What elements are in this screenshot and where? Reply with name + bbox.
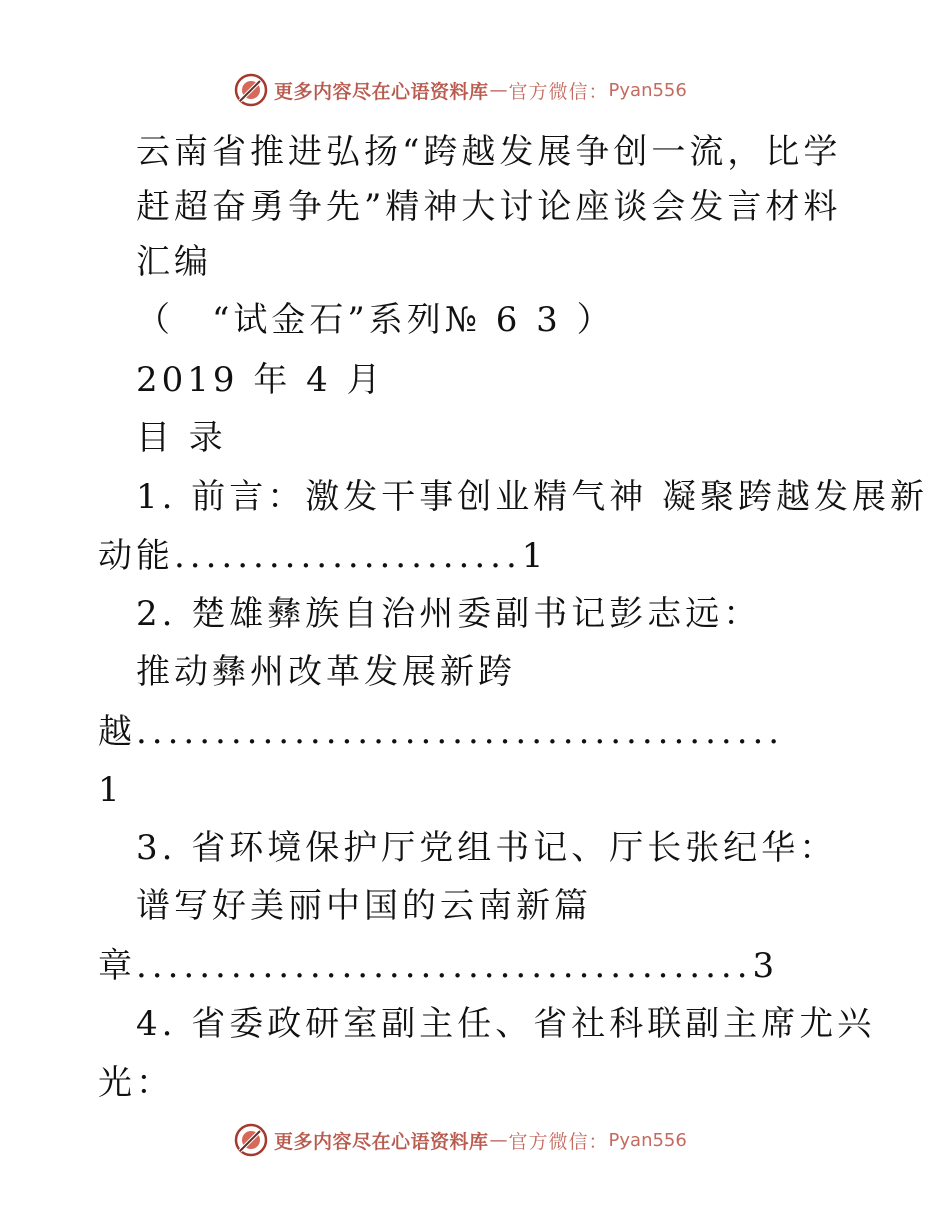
toc-entry-2-page: 1 (98, 770, 124, 810)
watermark-banner-bottom (234, 1120, 754, 1160)
series-label: （ “试金石”系列№ 6 3 ） (136, 300, 615, 340)
toc-entry-2-leader: ......................................... (136, 712, 785, 752)
document-title-line-2: 赶超奋勇争先”精神大讨论座谈会发言材料 (136, 187, 842, 227)
toc-entry-2-line-2: 推动彝州改革发展新跨 (136, 652, 516, 692)
banner-main-text: 更多内容尽在心语资料库 (274, 1130, 489, 1153)
banner-dash: — (489, 1129, 508, 1151)
logo-icon (234, 73, 268, 107)
toc-entry-3-line-1: 3. 省环境保护厅党组书记、厅长张纪华： (136, 828, 838, 868)
toc-entry-2-line-1: 2. 楚雄彝族自治州委副书记彭志远： (136, 594, 762, 634)
banner-sub-text: 官方微信： (508, 80, 609, 103)
toc-heading: 目 录 (136, 418, 227, 458)
banner-dash: — (489, 79, 508, 101)
toc-entry-1-page: 1 (521, 536, 548, 576)
banner-wechat-id: Pyan556 (608, 1129, 687, 1151)
banner-main-text: 更多内容尽在心语资料库 (274, 80, 489, 103)
toc-entry-3-leader: ....................................... (136, 946, 753, 986)
toc-entry-1-text: 动能 (98, 536, 174, 576)
banner-sub-text: 官方微信： (508, 1130, 609, 1153)
document-title-line-1: 云南省推进弘扬“跨越发展争创一流，比学 (136, 132, 842, 172)
toc-entry-2-text-end: 越 (98, 712, 136, 752)
toc-entry-3-line-3 (98, 946, 778, 986)
toc-entry-1-leader: ...................... (174, 536, 522, 576)
toc-entry-1-line-1: 1. 前言：激发干事创业精气神 凝聚跨越发展新 (136, 477, 929, 517)
toc-entry-1-line-2 (98, 536, 547, 576)
document-title-line-3: 汇编 (136, 242, 212, 282)
toc-entry-4-line-2: 光： (98, 1063, 174, 1103)
toc-entry-3-page: 3 (752, 946, 779, 986)
banner-wechat-id: Pyan556 (608, 79, 687, 101)
watermark-banner-top (234, 70, 754, 110)
logo-icon (234, 1123, 268, 1157)
toc-entry-3-text-end: 章 (98, 946, 136, 986)
toc-entry-4-line-1: 4. 省委政研室副主任、省社科联副主席尤兴 (136, 1004, 876, 1044)
toc-entry-2-line-3 (98, 712, 784, 752)
toc-entry-3-line-2: 谱写好美丽中国的云南新篇 (136, 886, 592, 926)
document-date: 2019 年 4 月 (136, 360, 385, 400)
